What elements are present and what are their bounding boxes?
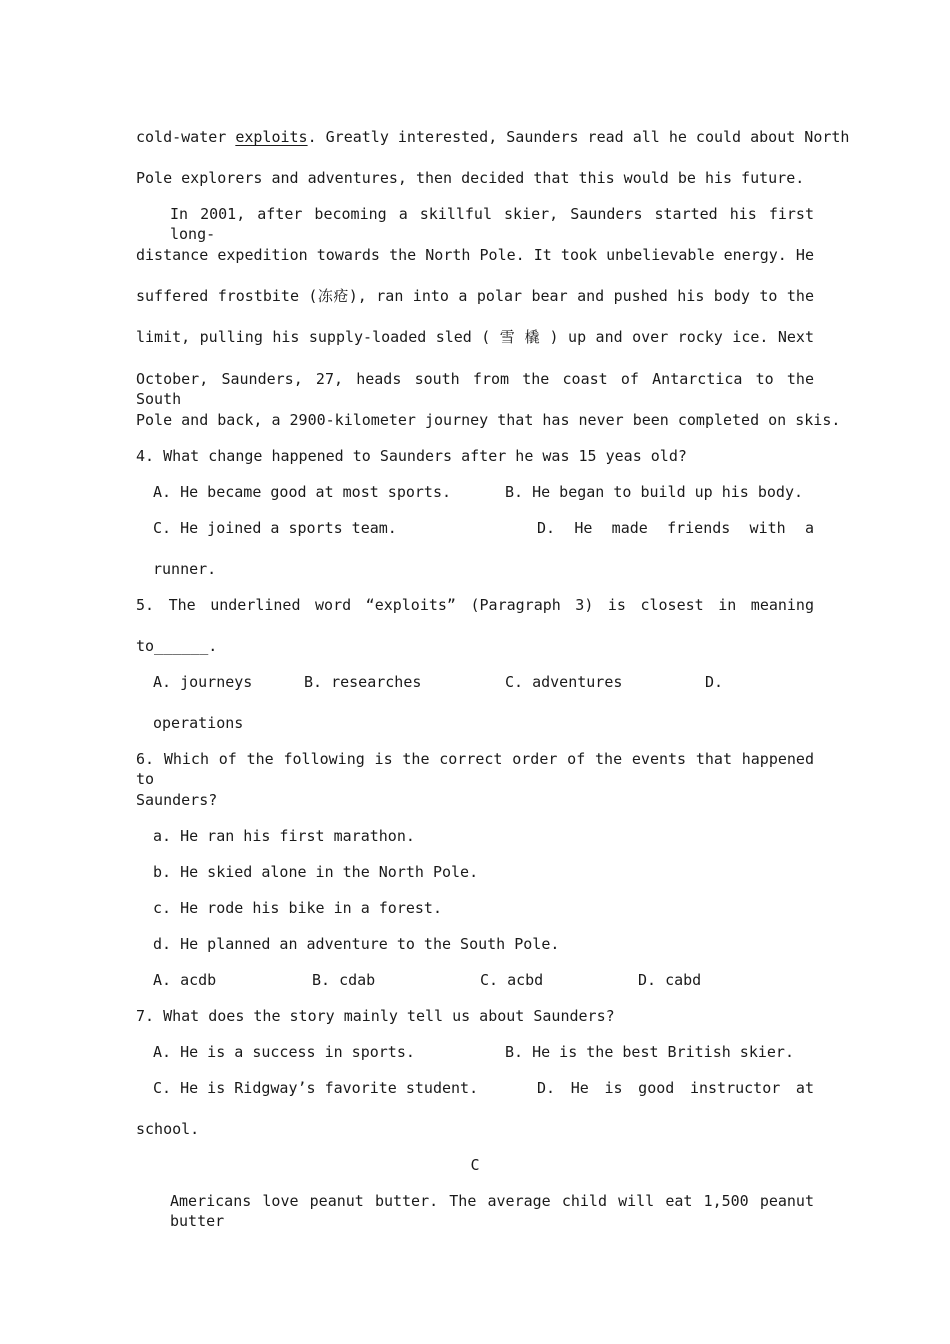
question-stem: 6. Which of the following is the correct order of the events that happened to	[136, 750, 814, 788]
passage-line: October, Saunders, 27, heads south from the coast of Antarctica to the South	[136, 370, 814, 408]
event-b: b. He skied alone in the North Pole.	[153, 863, 479, 881]
option-c: C. adventures	[505, 673, 623, 691]
passage-line: cold-water exploits. Greatly interested, Saunders read all he could about North	[136, 128, 850, 146]
passage-line: suffered frostbite (冻疮), ran into a polar bear and pushed his body to the	[136, 287, 814, 305]
option-a: A. He is a success in sports.	[153, 1043, 415, 1061]
question-stem: 7. What does the story mainly tell us about Saunders?	[136, 1007, 615, 1025]
question-stem-continued: Saunders?	[136, 791, 218, 809]
passage-line: distance expedition towards the North Pole. It took unbelievable energy. He	[136, 246, 814, 264]
option-d-continued: operations	[153, 714, 244, 732]
option-d-continued: runner.	[153, 560, 217, 578]
passage-line: Pole explorers and adventures, then decided that this would be his future.	[136, 169, 805, 187]
event-d: d. He planned an adventure to the South Pole.	[153, 935, 560, 953]
option-b: B. He is the best British skier.	[505, 1043, 794, 1061]
option-a: A. acdb	[153, 971, 217, 989]
passage-line: In 2001, after becoming a skillful skier, Saunders started his first long-	[170, 205, 814, 243]
option-d-continued: school.	[136, 1120, 200, 1138]
option-c: C. He is Ridgway’s favorite student.	[153, 1079, 479, 1097]
question-stem-continued: to______.	[136, 637, 218, 655]
option-c: C. acbd	[480, 971, 544, 989]
option-a: A. journeys	[153, 673, 253, 691]
option-b: B. researches	[304, 673, 422, 691]
option-c: C. He joined a sports team.	[153, 519, 397, 537]
passage-line: Americans love peanut butter. The average child will eat 1,500 peanut butter	[170, 1192, 814, 1230]
underlined-word: exploits	[235, 128, 308, 146]
option-d: D. He made friends with a	[537, 519, 814, 537]
option-b: B. cdab	[312, 971, 376, 989]
passage-line: limit, pulling his supply-loaded sled ( 雪 橇 ) up and over rocky ice. Next	[136, 328, 814, 346]
section-heading: C	[470, 1156, 480, 1174]
option-b: B. He began to build up his body.	[505, 483, 804, 501]
event-c: c. He rode his bike in a forest.	[153, 899, 442, 917]
question-stem: 4. What change happened to Saunders after he was 15 yeas old?	[136, 447, 687, 465]
question-stem: 5. The underlined word “exploits” (Paragraph 3) is closest in meaning	[136, 596, 814, 614]
option-d: D. He is good instructor at	[537, 1079, 814, 1097]
option-d: D. cabd	[638, 971, 702, 989]
passage-line: Pole and back, a 2900-kilometer journey that has never been completed on skis.	[136, 411, 841, 429]
event-a: a. He ran his first marathon.	[153, 827, 415, 845]
option-a: A. He became good at most sports.	[153, 483, 452, 501]
option-d: D.	[705, 673, 724, 691]
